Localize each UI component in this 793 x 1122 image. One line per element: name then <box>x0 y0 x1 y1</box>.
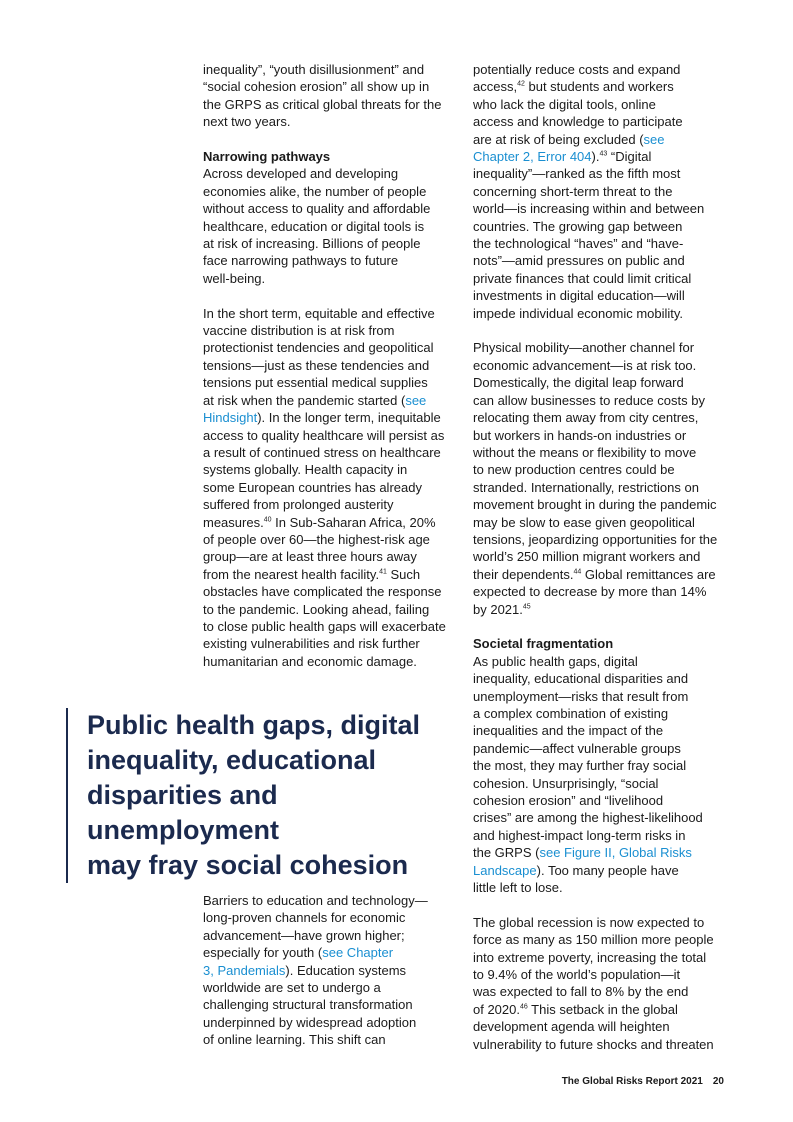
link-see-figure-ii[interactable]: see Figure II, Global Risks Landscape <box>473 845 692 878</box>
intro-paragraph: inequality”, “youth disillusionment” and “social cohesion erosion” all show up in the GRPS as critical global threats for the next two years. <box>203 62 442 130</box>
link-see-chapter-2-error-404[interactable]: see Chapter 2, Error 404 <box>473 131 665 165</box>
societal-fragmentation-paragraph: As public health gaps, digital inequality, educational disparities and unemployment—risks that result from a complex combination of existing inequalities and the impact of the pandemic—affect vulnerable groups the most, they may further fray social cohesion. Unsurprisingly, “social cohesion erosion” and “livelihood crises” are among the highest-likelihood and highest-impact long-term risks in the GRPS (see Figure II, Global Risks Landscape). Too many people have little left to lose. <box>473 653 703 896</box>
digital-inequality-paragraph: potentially reduce costs and expand access,$^{42}$ but students and workers who lack the digital tools, online access and knowledge to participate are at risk of being excluded (see Chapter 2, Error 404).$^{43}$ “Digital inequality”—ranked as the fifth most concerning short-term threat to the world—is increasing within and between countries. The growing gap between the technological “haves” and “have- nots”—amid pressures on public and private finances that could limit critical investments in digital education—will impede individual economic mobility. <box>473 62 705 321</box>
link-see-hindsight[interactable]: see Hindsight <box>203 392 427 426</box>
footnote-ref-45: 45 <box>522 603 531 611</box>
page-footer <box>562 1076 724 1087</box>
footnote-ref-42: 42 <box>517 81 525 89</box>
footnote-ref-43: 43 <box>599 150 608 158</box>
left-column-top <box>203 61 455 670</box>
section-heading-societal-fragmentation: Societal fragmentation <box>473 636 614 652</box>
footnote-ref-44: 44 <box>573 568 582 576</box>
narrowing-pathways-paragraph: Across developed and developing economies alike, the number of people without access to quality and affordable healthcare, education or digital tools is at risk of increasing. Billions of people face narrowing pathways to future well-being. <box>203 166 431 286</box>
footnote-ref-41: 41 <box>379 568 387 576</box>
left-column-bottom <box>203 892 443 1049</box>
pull-quote: Public health gaps, digital inequality, educational disparities and unemployment may fray social cohesion <box>66 708 471 883</box>
footnote-ref-40: 40 <box>263 516 272 524</box>
short-term-paragraph: In the short term, equitable and effective vaccine distribution is at risk from protectionist tendencies and geopolitical tensions—just as these tendencies and tensions put essential medical supplies at risk when the pandemic started (see Hindsight). In the longer term, inequitable access to quality healthcare will persist as a result of continued stress on healthcare systems globally. Health capacity in some European countries has already suffered from prolonged austerity measures.$^{40}$ In Sub-Saharan Africa, 20% of people over 60—the highest-risk age group—are at least three hours away from the nearest health facility.$^{41}$ Such obstacles have complicated the response to the pandemic. Looking ahead, failing to close public health gaps will exacerbate existing vulnerabilities and risk further humanitarian and economic damage. <box>203 305 446 669</box>
physical-mobility-paragraph: Physical mobility—another channel for economic advancement—is at risk too. Domestically, the digital leap forward can allow businesses to reduce costs by relocating them away from city centres, but workers in hands-on industries or without the means or flexibility to move to new production centres could be stranded. Internationally, restrictions on movement brought in during the pandemic may be slow to ease given geopolitical tensions, jeopardizing opportunities for the world’s 250 million migrant workers and their dependents.$^{44}$ Global remittances are expected to decrease by more than 14% by 2021.45 <box>473 340 718 617</box>
section-heading-narrowing-pathways: Narrowing pathways <box>203 149 331 165</box>
page-number: 20 <box>712 1076 724 1087</box>
global-recession-paragraph: The global recession is now expected to force as many as 150 million more people into extreme poverty, increasing the total to 9.4% of the world’s population—it was expected to fall to 8% by the end of 2020.46 This setback in the global development agenda will heighten vulnerability to future shocks and threaten <box>473 914 714 1052</box>
link-see-chapter-3-pandemials[interactable]: see Chapter 3, Pandemials <box>203 945 394 978</box>
footnote-ref-46: 46 <box>520 1003 528 1011</box>
education-barriers-paragraph: Barriers to education and technology— long-proven channels for economic advancement—have grown higher; especially for youth (see Chapter 3, Pandemials). Education systems worldwide are set to undergo a challenging structural transformation underpinned by widespread adoption of online learning. This shift can <box>203 893 428 1048</box>
right-column <box>473 61 731 1053</box>
report-title: The Global Risks Report 2021 <box>561 1076 703 1087</box>
